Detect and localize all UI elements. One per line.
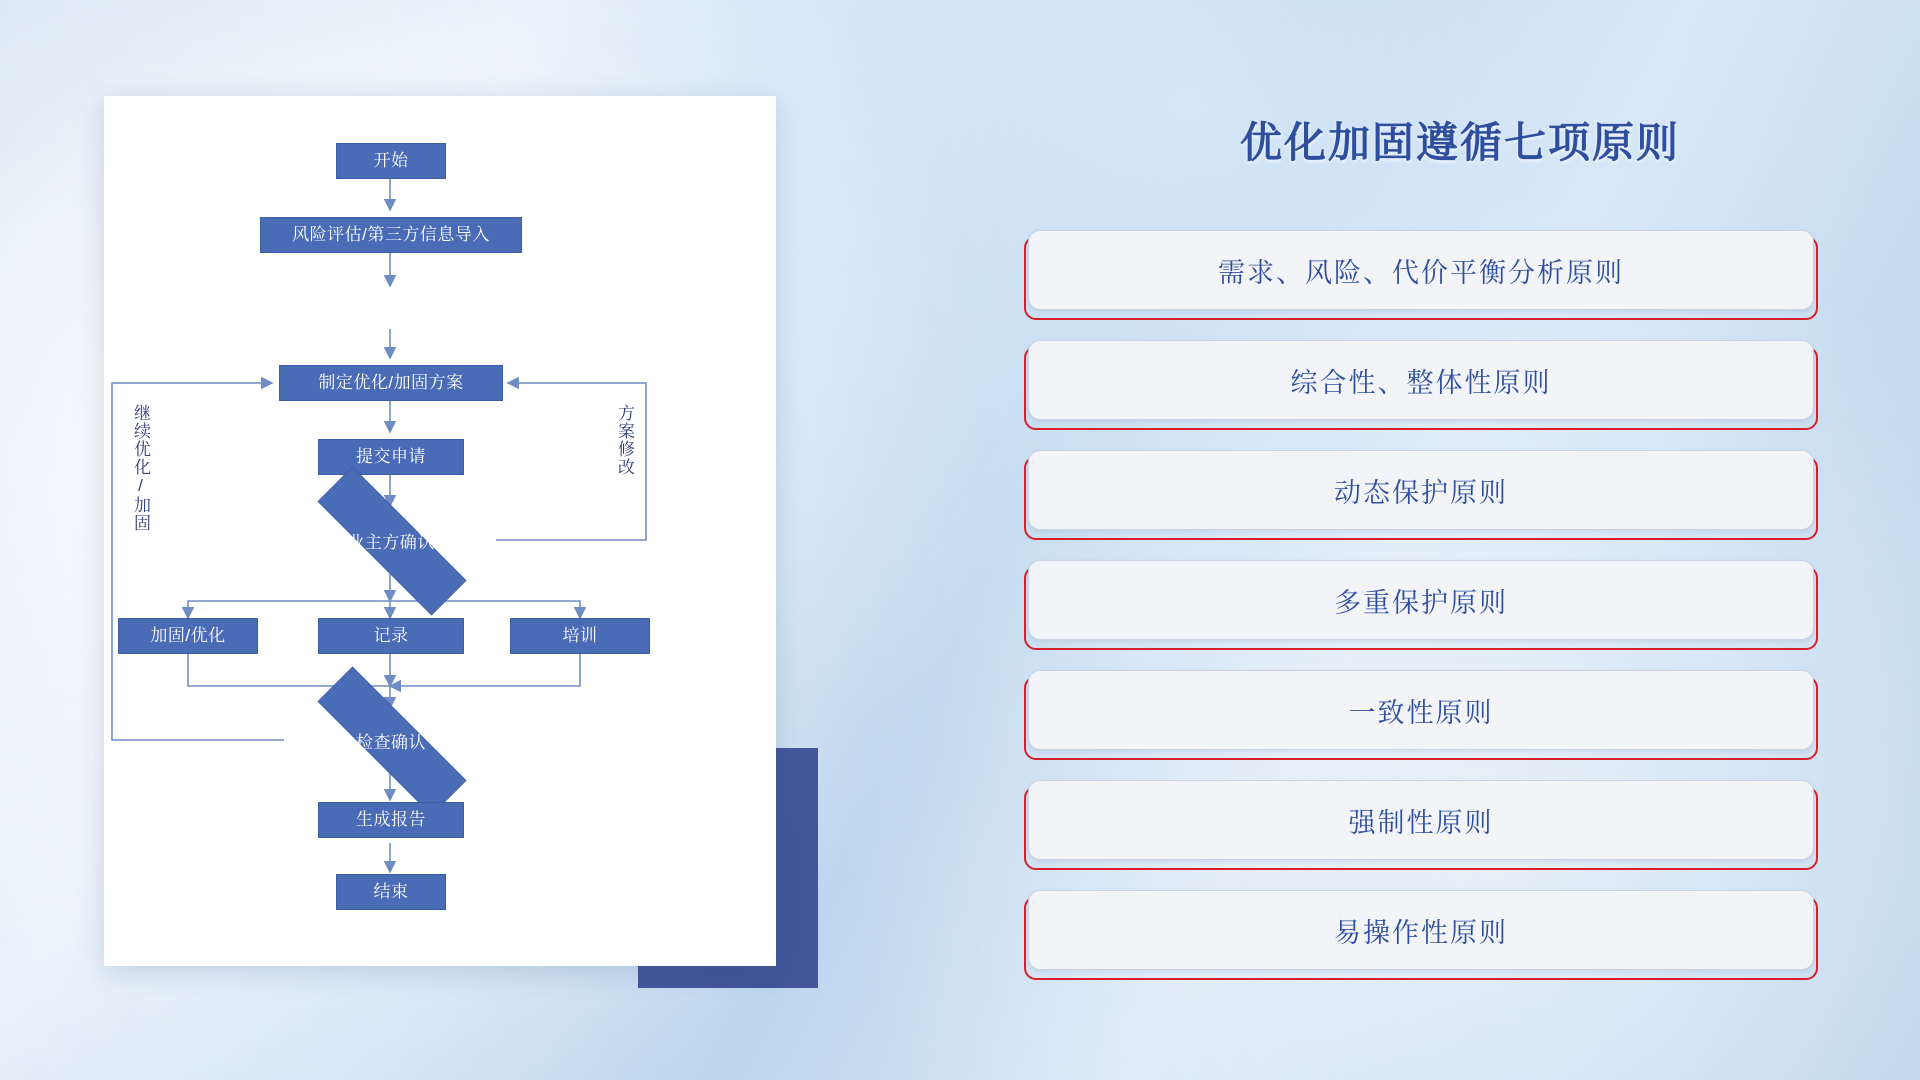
flow-node-plan[interactable]: 制定优化/加固方案 bbox=[279, 365, 503, 401]
list-item[interactable] bbox=[1024, 780, 1824, 868]
flow-node-start[interactable]: 开始 bbox=[336, 143, 446, 179]
principle-label: 需求、风险、代价平衡分析原则 bbox=[1218, 257, 1624, 288]
principle-pill[interactable] bbox=[1028, 340, 1814, 420]
principle-label: 综合性、整体性原则 bbox=[1290, 367, 1552, 398]
principle-label: 强制性原则 bbox=[1348, 807, 1494, 838]
flow-node-record[interactable]: 记录 bbox=[318, 618, 464, 654]
principle-pill[interactable] bbox=[1028, 890, 1814, 970]
flow-node-submit[interactable]: 提交申请 bbox=[318, 439, 464, 475]
list-item[interactable] bbox=[1024, 450, 1824, 538]
flow-node-reinforce[interactable]: 加固/优化 bbox=[118, 618, 258, 654]
flowchart bbox=[104, 96, 776, 966]
flow-node-owner-confirm[interactable]: 业主方确认 bbox=[278, 506, 504, 574]
principle-label: 易操作性原则 bbox=[1334, 917, 1508, 948]
list-item[interactable] bbox=[1024, 560, 1824, 648]
page-title: 优化加固遵循七项原则 bbox=[1239, 119, 1680, 166]
flow-edge-label-right: 方案修改 bbox=[615, 404, 635, 476]
principle-pill[interactable] bbox=[1028, 230, 1814, 310]
flow-node-end[interactable]: 结束 bbox=[336, 874, 446, 910]
principles-list bbox=[1024, 230, 1824, 1000]
principle-pill[interactable] bbox=[1028, 780, 1814, 860]
list-item[interactable] bbox=[1024, 890, 1824, 978]
principle-pill[interactable] bbox=[1028, 450, 1814, 530]
flow-node-risk-assessment[interactable]: 风险评估/第三方信息导入 bbox=[260, 217, 522, 253]
principle-label: 动态保护原则 bbox=[1334, 477, 1508, 508]
list-item[interactable] bbox=[1024, 340, 1824, 428]
flowchart-card bbox=[104, 96, 776, 966]
flow-node-report[interactable]: 生成报告 bbox=[318, 802, 464, 838]
flow-edge-label-left: 继续优化/加固 bbox=[131, 404, 151, 532]
principle-pill[interactable] bbox=[1028, 560, 1814, 640]
flow-node-check-confirm[interactable]: 检查确认 bbox=[278, 706, 504, 774]
list-item[interactable] bbox=[1024, 230, 1824, 318]
principle-label: 多重保护原则 bbox=[1334, 587, 1508, 618]
flow-node-train[interactable]: 培训 bbox=[510, 618, 650, 654]
principle-label: 一致性原则 bbox=[1348, 697, 1494, 728]
list-item[interactable] bbox=[1024, 670, 1824, 758]
principle-pill[interactable] bbox=[1028, 670, 1814, 750]
